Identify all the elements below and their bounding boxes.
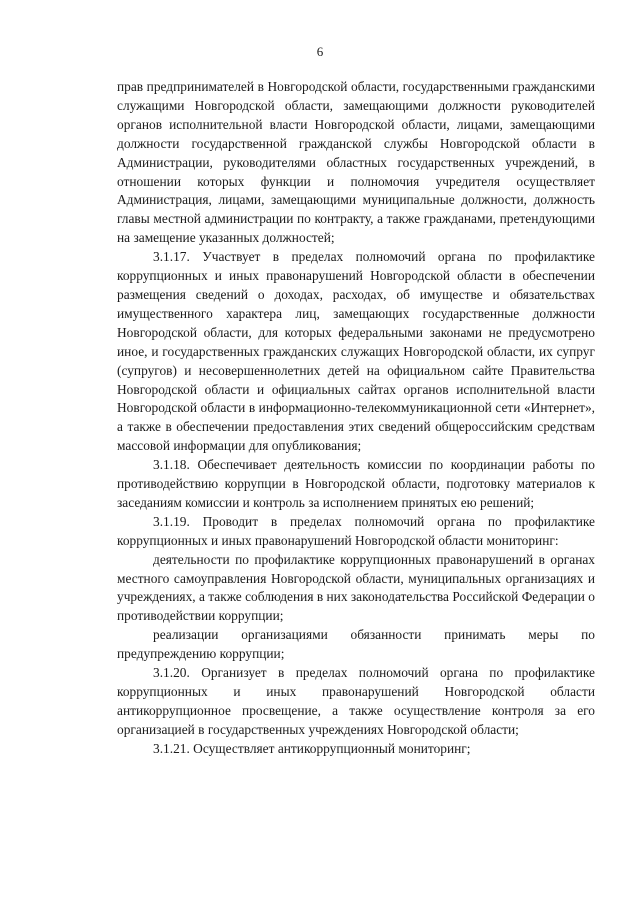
paragraph-item-3-1-21: 3.1.21. Осуществляет антикоррупционный мониторинг; [153,740,471,756]
paragraph-continuation-3-1-16: прав предпринимателей в Новгородской области, государственными гражданскими служащими Новгородской области, замещающими должности руководителей органов исполнительной власти Новгородской области, лицами, замещающими должности государственной гражданской службы Новгородской области в Администрации, руководителями областных государственных учреждений, в отношении которых функции и полномочия учредителя осуществляет Администрация, лицами, замещающими муниципальные должности, должность главы местной администрации по контракту, а также гражданами, претендующими на замещение указанных должностей; [117,79,595,246]
paragraph-item-3-1-19-monitoring-activity: деятельности по профилактике коррупционных правонарушений в органах местного самоуправления Новгородской области, муниципальных организациях и учреждениях, а также соблюдения в них законодательства Российской Федерации о противодействии коррупции; [117,551,595,624]
paragraph-item-3-1-18: 3.1.18. Обеспечивает деятельность комиссии по координации работы по противодействию коррупции в Новгородской области, подготовку материалов к заседаниям комиссии и контроль за исполнением принятых ею решений; [117,457,595,510]
page-number: 6 [316,44,324,59]
paragraph-item-3-1-17: 3.1.17. Участвует в пределах полномочий органа по профилактике коррупционных и иных правонарушений Новгородской области в обеспечении размещения сведений о доходах, расходах, об имуществе и обязательствах имущественного характера лиц, замещающих государственные должности Новгородской области, для которых федеральными законами не предусмотрено иное, и государственных гражданских служащих Новгородской области, их супруг (супругов) и несовершеннолетних детей на официальном сайте Правительства Новгородской области и официальных сайтах органов исполнительной власти Новгородской области в информационно-телекоммуникационной сети «Интернет», а также в обеспечении предоставления этих сведений общероссийским средствам массовой информации для опубликования; [117,249,595,454]
paragraph-item-3-1-19: 3.1.19. Проводит в пределах полномочий органа по профилактике коррупционных и иных правонарушений Новгородской области мониторинг: [117,513,595,548]
paragraph-item-3-1-20: 3.1.20. Организует в пределах полномочий органа по профилактике коррупционных и иных правонарушений Новгородской области антикоррупционное просвещение, а также осуществление контроля за его организацией в государственных учреждениях Новгородской области; [117,665,595,737]
document-body [117,78,595,759]
paragraph-item-3-1-19-monitoring-measures: реализации организациями обязанности принимать меры по предупреждению коррупции; [117,627,595,662]
